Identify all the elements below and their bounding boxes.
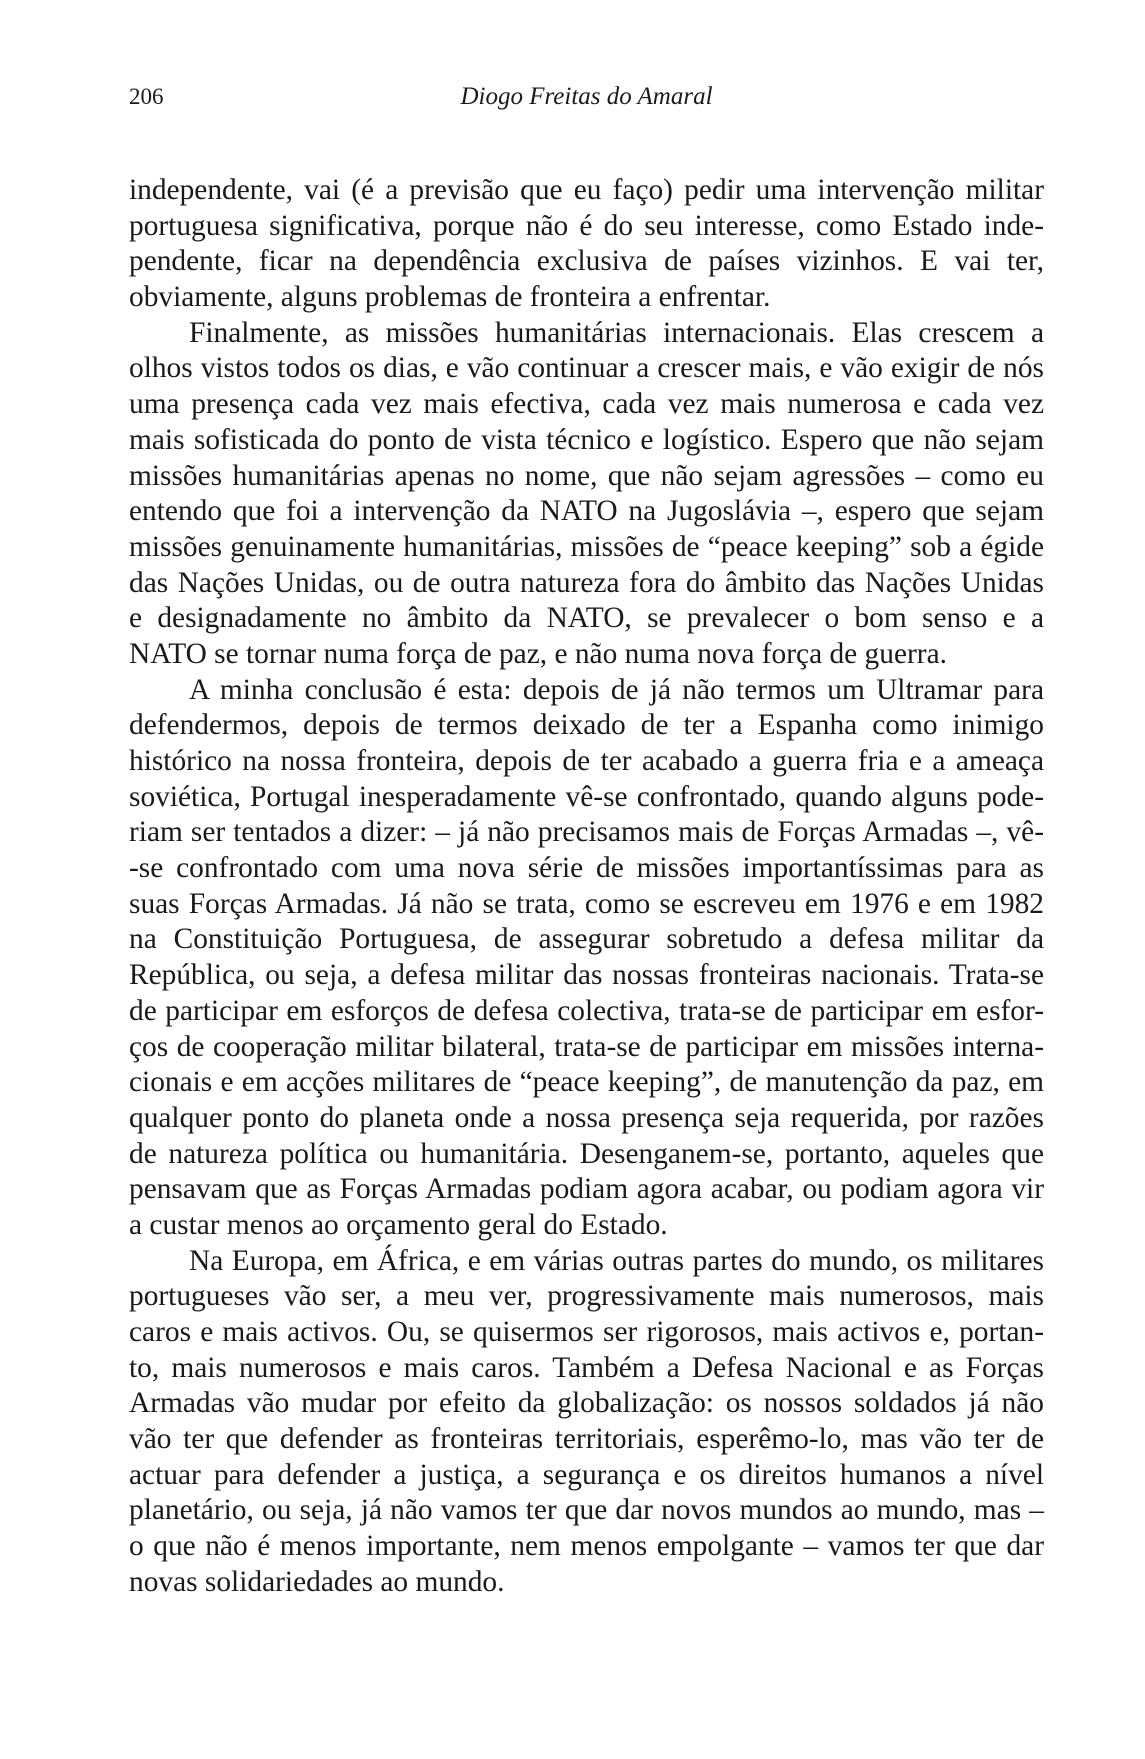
text-line: cionais e em acções militares de “peace keeping”, de manutenção da paz, em bbox=[129, 1066, 1044, 1099]
text-line: histórico na nossa fronteira, depois de ter acabado a guerra fria e a ameaça bbox=[129, 745, 1044, 777]
text-line: Armadas vão mudar por efeito da globalização: os nossos soldados já não bbox=[129, 1387, 1044, 1420]
text-line: Finalmente, as missões humanitárias internacionais. Elas crescem a bbox=[189, 316, 1044, 349]
text-line: na Constituição Portuguesa, de assegurar sobretudo a defesa militar da bbox=[129, 923, 1044, 956]
text-line: a custar menos ao orçamento geral do Estado. bbox=[129, 1208, 668, 1241]
text-line: pendente, ficar na dependência exclusiva de países vizinhos. E vai ter, bbox=[129, 245, 1044, 278]
text-line: independente, vai (é a previsão que eu faço) pedir uma intervenção militar bbox=[129, 174, 1044, 206]
page-number: 206 bbox=[129, 84, 164, 109]
text-line: defendermos, depois de termos deixado de ter a Espanha como inimigo bbox=[129, 709, 1044, 742]
text-line: vão ter que defender as fronteiras territoriais, esperêmo-lo, mas vão ter de bbox=[129, 1423, 1044, 1456]
text-line: das Nações Unidas, ou de outra natureza fora do âmbito das Nações Unidas bbox=[129, 566, 1044, 599]
text-line: qualquer ponto do planeta onde a nossa presença seja requerida, por razões bbox=[129, 1101, 1044, 1134]
text-line: obviamente, alguns problemas de fronteira a enfrentar. bbox=[129, 281, 771, 314]
text-line: e designadamente no âmbito da NATO, se prevalecer o bom senso e a bbox=[129, 602, 1044, 635]
running-head bbox=[129, 80, 1044, 114]
text-line: ços de cooperação militar bilateral, trata-se de participar em missões interna- bbox=[129, 1030, 1044, 1063]
running-head-title: Diogo Freitas do Amaral bbox=[460, 83, 713, 110]
text-line: portuguesa significativa, porque não é do seu interesse, como Estado inde- bbox=[129, 209, 1044, 242]
text-line: de natureza política ou humanitária. Desenganem-se, portanto, aqueles que bbox=[129, 1137, 1044, 1170]
text-line: missões genuinamente humanitárias, missões de “peace keeping” sob a égide bbox=[129, 530, 1044, 563]
text-line: soviética, Portugal inesperadamente vê-se confrontado, quando alguns pode- bbox=[129, 780, 1044, 813]
text-line: planetário, ou seja, já não vamos ter que dar novos mundos ao mundo, mas – bbox=[129, 1494, 1044, 1527]
text-line: NATO se tornar numa força de paz, e não numa nova força de guerra. bbox=[129, 637, 947, 670]
text-line: missões humanitárias apenas no nome, que não sejam agressões – como eu bbox=[129, 459, 1044, 492]
text-line: -se confrontado com uma nova série de missões importantíssimas para as bbox=[129, 852, 1044, 885]
text-line: riam ser tentados a dizer: – já não precisamos mais de Forças Armadas –, vê- bbox=[129, 816, 1044, 849]
text-line: olhos vistos todos os dias, e vão continuar a crescer mais, e vão exigir de nós bbox=[129, 352, 1044, 385]
text-line: caros e mais activos. Ou, se quisermos ser rigorosos, mais activos e, portan- bbox=[129, 1316, 1044, 1348]
text-line: de participar em esforços de defesa colectiva, trata-se de participar em esfor- bbox=[129, 994, 1044, 1027]
text-line: actuar para defender a justiça, a segurança e os direitos humanos a nível bbox=[129, 1458, 1044, 1491]
text-line: to, mais numerosos e mais caros. Também a Defesa Nacional e as Forças bbox=[129, 1351, 1044, 1384]
text-line: portugueses vão ser, a meu ver, progressivamente mais numerosos, mais bbox=[129, 1280, 1044, 1313]
text-line: mais sofisticada do ponto de vista técnico e logístico. Espero que não sejam bbox=[129, 423, 1044, 456]
text-line: novas solidariedades ao mundo. bbox=[129, 1565, 505, 1598]
text-line: entendo que foi a intervenção da NATO na Jugoslávia –, espero que sejam bbox=[129, 495, 1044, 528]
text-line: o que não é menos importante, nem menos empolgante – vamos ter que dar bbox=[129, 1530, 1044, 1563]
body-text bbox=[129, 173, 1044, 1601]
text-line: pensavam que as Forças Armadas podiam agora acabar, ou podiam agora vir bbox=[129, 1173, 1044, 1206]
text-line: Na Europa, em África, e em várias outras partes do mundo, os militares bbox=[189, 1244, 1044, 1277]
text-line: República, ou seja, a defesa militar das nossas fronteiras nacionais. Trata-se bbox=[129, 959, 1044, 992]
text-line: suas Forças Armadas. Já não se trata, como se escreveu em 1976 e em 1982 bbox=[129, 887, 1044, 920]
text-line: uma presença cada vez mais efectiva, cada vez mais numerosa e cada vez bbox=[129, 388, 1044, 421]
text-line: A minha conclusão é esta: depois de já não termos um Ultramar para bbox=[189, 673, 1044, 706]
